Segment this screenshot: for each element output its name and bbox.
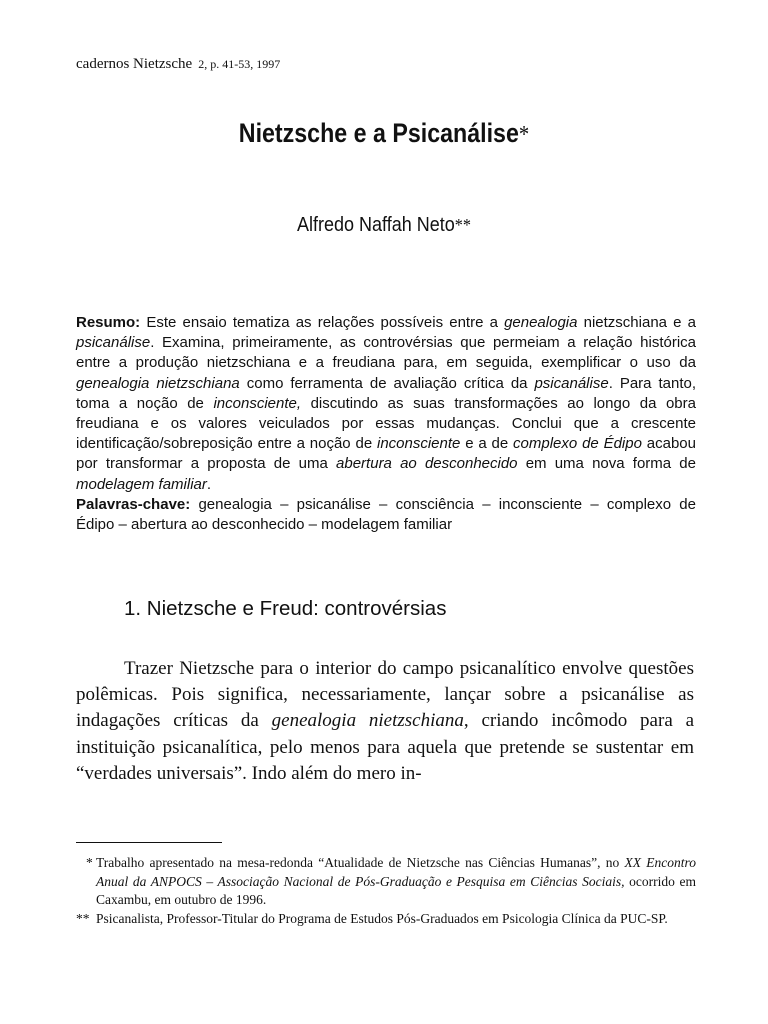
abstract-text: e a de <box>460 435 514 453</box>
footnote-text: Psicanalista, Professor-Titular do Programa de Estudos Pós-Graduados em Psicologia Clínica da PUC-SP. <box>96 910 668 926</box>
abstract-text: discutindo as suas transformações ao longo da obra freudiana e os valores veiculados por essas mudanças. Conclui que a crescente identificação/sobreposição entre a noção de <box>76 394 696 453</box>
keywords-label: Palavras-chave: <box>76 495 191 513</box>
abstract-emphasis: genealogia <box>504 314 578 331</box>
abstract-text: Este ensaio tematiza as relações possíveis entre a <box>140 314 505 331</box>
body-text <box>76 656 694 787</box>
journal-name: cadernos Nietzsche <box>76 56 193 72</box>
abstract-emphasis: inconsciente, <box>213 394 302 412</box>
footnote-emphasis: XX Encontro Anual da ANPOCS – Associação Nacional de Pós-Graduação e Pesquisa em Ciências Sociais, <box>96 855 697 889</box>
footnote-2 <box>76 910 696 929</box>
abstract-emphasis: complexo de Édipo <box>513 435 642 453</box>
abstract-emphasis: inconsciente <box>376 435 461 453</box>
body-text-run: Trazer Nietzsche para o interior do campo psicanalítico envolve questões polêmicas. Pois significa, necessariamente, lançar sobre a psicanálise as indagações críticas da <box>76 658 694 732</box>
abstract-paragraph <box>76 313 696 495</box>
footnotes-block <box>76 854 696 928</box>
issue-info: 2, p. 41-53, 1997 <box>198 57 281 71</box>
footnote-1 <box>76 854 696 910</box>
abstract-emphasis: modelagem familiar <box>76 475 207 493</box>
abstract-block <box>76 313 696 535</box>
keywords-text: genealogia – psicanálise – consciência – inconsciente – complexo de Édipo – abertura ao desconhecido – modelagem familiar <box>76 495 696 534</box>
footnote-1-mark: * <box>86 855 93 870</box>
abstract-text: nietzschiana e a <box>577 314 696 331</box>
abstract-emphasis: genealogia nietzschiana <box>76 374 240 392</box>
title-footnote-mark: * <box>518 122 530 148</box>
abstract-text: . Examina, primeiramente, as controvérsias que permeiam a relação histórica entre a produção nietzschiana e a freudiana para, em seguida, exemplificar o uso da <box>76 334 696 372</box>
keywords-paragraph <box>76 495 696 535</box>
article-title <box>54 118 714 149</box>
abstract-text: em uma nova forma de <box>517 455 696 473</box>
section-heading: 1. Nietzsche e Freud: controvérsias <box>124 597 447 620</box>
body-text-run: , criando incômodo para a instituição psicanalítica, pelo menos para aquela que pretende se sustentar em “verdades universais”. Indo além do mero in- <box>76 710 694 784</box>
author-footnote-mark: ** <box>454 215 471 235</box>
footnote-text: ocorrido em Caxambu, em outubro de 1996. <box>96 873 696 908</box>
abstract-text: . Para tanto, toma a noção de <box>76 374 696 412</box>
abstract-emphasis: abertura ao desconhecido <box>336 455 518 473</box>
abstract-text: como ferramenta de avaliação crítica da <box>239 374 535 392</box>
body-paragraph <box>76 656 694 787</box>
footnote-2-mark: ** <box>76 910 90 926</box>
body-emphasis: genealogia nietzschiana <box>271 710 464 732</box>
title-text: Nietzsche e a Psicanálise <box>238 118 519 148</box>
running-header <box>76 56 280 73</box>
footnote-separator <box>76 842 222 843</box>
abstract-label: Resumo: <box>76 314 141 331</box>
author-line <box>38 214 729 237</box>
author-name: Alfredo Naffah Neto <box>297 214 455 236</box>
abstract-text: acabou por transformar a proposta de uma <box>76 435 696 473</box>
abstract-emphasis: psicanálise <box>76 334 151 352</box>
abstract-emphasis: psicanálise <box>534 374 609 392</box>
footnote-text: Trabalho apresentado na mesa-redonda “Atualidade de Nietzsche nas Ciências Humanas”, no <box>96 855 625 870</box>
abstract-text: . <box>206 475 212 493</box>
